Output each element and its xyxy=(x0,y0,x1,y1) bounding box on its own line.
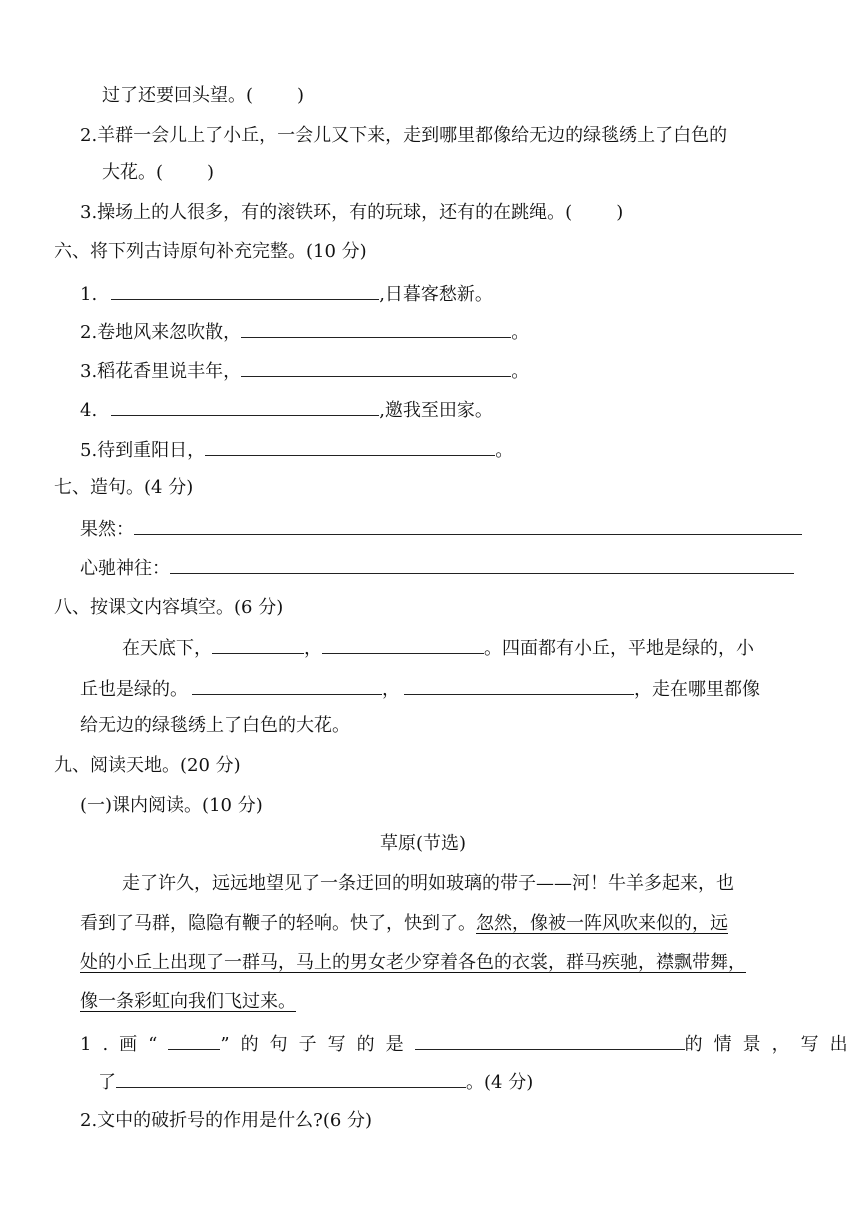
sentence-item-2: 心驰神往： xyxy=(80,553,794,581)
fill-blank[interactable] xyxy=(168,1029,220,1050)
s5-q2-line2: 大花。( ) xyxy=(102,162,215,183)
fill-line-3: 给无边的绿毯绣上了白色的大花。 xyxy=(80,715,350,736)
s5-q3: 3.操场上的人很多，有的滚铁环，有的玩球，还有的在跳绳。( ) xyxy=(80,202,624,223)
poem-item-3: 3.稻花香里说丰年， 。 xyxy=(80,356,529,384)
poem-item-5: 5.待到重阳日， 。 xyxy=(80,435,513,463)
passage-line-1: 走了许久，远远地望见了一条迂回的明如玻璃的带子——河！牛羊多起来，也 xyxy=(122,873,734,894)
section-6-title: 六、将下列古诗原句补充完整。(10 分) xyxy=(54,241,367,262)
subsection-title: (一)课内阅读。(10 分) xyxy=(80,795,263,816)
section-8-title: 八、按课文内容填空。(6 分) xyxy=(54,597,284,618)
passage-title: 草原(节选) xyxy=(380,833,467,854)
s5-q2-line1: 2.羊群一会儿上了小丘，一会儿又下来，走到哪里都像给无边的绿毯绣上了白色的 xyxy=(80,125,728,146)
fill-blank[interactable] xyxy=(192,674,382,695)
fill-line-2: 丘也是绿的。 ， ，走在哪里都像 xyxy=(80,674,760,702)
reading-question-1-line2: 了 。(4 分) xyxy=(98,1067,533,1095)
sentence-blank[interactable] xyxy=(134,514,802,535)
fill-blank[interactable] xyxy=(116,1067,466,1088)
fill-blank[interactable] xyxy=(205,435,495,456)
poem-item-4: 4. ,邀我至田家。 xyxy=(80,395,493,423)
underlined-sentence: 处的小丘上出现了一群马，马上的男女老少穿着各色的衣裳，群马疾驰，襟飘带舞， xyxy=(80,952,746,973)
fill-blank[interactable] xyxy=(111,395,379,416)
reading-question-1-line1: 1.画“ ”的句子写的是 的情景，写出 xyxy=(80,1029,859,1057)
s5-q1-continuation: 过了还要回头望。( ) xyxy=(102,85,305,106)
poem-item-1: 1. ,日暮客愁新。 xyxy=(80,279,493,307)
section-9-title: 九、阅读天地。(20 分) xyxy=(54,755,241,776)
fill-blank[interactable] xyxy=(241,356,511,377)
sentence-item-1: 果然： xyxy=(80,514,802,542)
passage-line-2: 看到了马群，隐隐有鞭子的轻响。快了，快到了。忽然，像被一阵风吹来似的，远 xyxy=(80,913,728,934)
underlined-sentence: 像一条彩虹向我们飞过来。 xyxy=(80,991,296,1012)
fill-blank[interactable] xyxy=(322,633,484,654)
fill-blank[interactable] xyxy=(212,633,304,654)
fill-line-1: 在天底下， ， 。四面都有小丘，平地是绿的，小 xyxy=(122,633,754,661)
fill-blank[interactable] xyxy=(415,1029,685,1050)
fill-blank[interactable] xyxy=(404,674,634,695)
poem-item-2: 2.卷地风来忽吹散， 。 xyxy=(80,317,529,345)
fill-blank[interactable] xyxy=(241,317,511,338)
sentence-blank[interactable] xyxy=(170,553,794,574)
section-7-title: 七、造句。(4 分) xyxy=(54,477,194,498)
fill-blank[interactable] xyxy=(111,279,379,300)
passage-line-4 xyxy=(80,988,314,1016)
underlined-sentence: 忽然，像被一阵风吹来似的，远 xyxy=(476,913,728,934)
reading-question-2: 2.文中的破折号的作用是什么?(6 分) xyxy=(80,1110,373,1131)
